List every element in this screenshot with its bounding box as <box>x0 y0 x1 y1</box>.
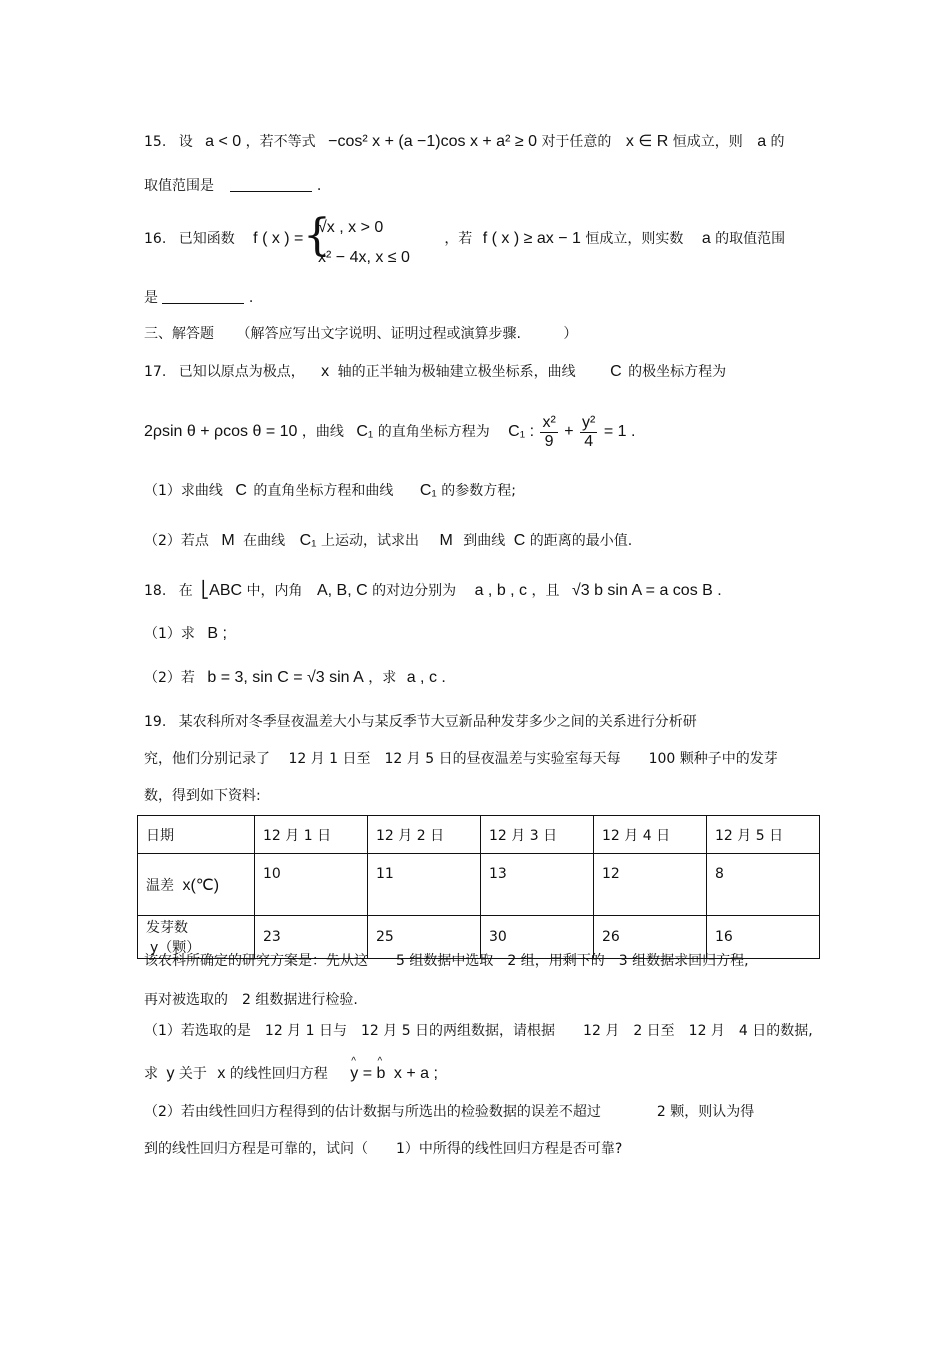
q16-inequality: f ( x ) ≥ ax − 1 <box>482 230 581 247</box>
table-cell: 8 <box>707 854 820 916</box>
table-cell: 11 <box>368 854 481 916</box>
q19-line-2: 究，他们分别记录了 12 月 1 日至 12 月 5 日的昼夜温差与实验室每天每 100 颗种子中的发芽 <box>144 751 778 767</box>
q17-fraction-x: $\frac{\text{x²}}{9}$ <box>542 413 556 450</box>
q17-number: 17. <box>144 364 167 380</box>
q17-part-2: （2）若点 M 在曲线 C₁ 上运动，试求出 M 到曲线 C 的距离的最小值. <box>144 532 633 549</box>
table-cell: 30 <box>481 916 594 959</box>
table-cell: 温差 x(℃) <box>138 854 255 916</box>
table-cell: 23 <box>255 916 368 959</box>
table-cell: 12 月 4 日 <box>594 816 707 854</box>
q15-line-1: 15. 设 a < 0 ，若不等式 −cos² x + (a −1)cos x + a² ≥ 0 对于任意的 x ∈ R 恒成立，则 a 的 <box>144 133 785 150</box>
q15-condition: a < 0 <box>205 133 242 150</box>
q19-line-4: 该农科所确定的研究方案是：先从这 5 组数据中选取 2 组，用剩下的 3 组数据求回归方程, <box>144 953 749 969</box>
q15-answer-blank[interactable] <box>230 175 312 192</box>
q18-part-1: （1）求 B ; <box>144 625 227 642</box>
q16-line-2: 是 . <box>144 287 253 308</box>
q19-b-hat: ^ b <box>377 1064 386 1084</box>
q16-answer-blank[interactable] <box>162 287 244 304</box>
q18-part-2: （2）若 b = 3, sin C = √3 sin A ，求 a , c . <box>144 669 446 686</box>
q18-line-1: 18. 在 ⎣ABC 中，内角 A, B, C 的对边分别为 a , b , c ，且 √3 b sin A = a cos B . <box>144 582 722 599</box>
table-cell: 26 <box>594 916 707 959</box>
q19-line-3: 数，得到如下资料: <box>144 788 261 804</box>
q16-number: 16. <box>144 231 167 247</box>
q15-line-2: 取值范围是 . <box>144 175 321 196</box>
table-cell: 13 <box>481 854 594 916</box>
section-3-title: 三、解答题 <box>144 326 214 342</box>
table-cell: 10 <box>255 854 368 916</box>
q19-part-1: （1）若选取的是 12 月 1 日与 12 月 5 日的两组数据，请根据 12 月 2 日至 12 月 4 日的数据, <box>144 1023 813 1039</box>
section-3-note: （解答应写出文字说明、证明过程或演算步骤. <box>236 326 521 342</box>
table-cell: 12 <box>594 854 707 916</box>
q16-case-1: √x , x > 0 <box>318 219 384 236</box>
table-cell: 12 月 1 日 <box>255 816 368 854</box>
q16-piecewise-brace: { <box>303 210 331 261</box>
q19-part-2-cont: 到的线性回归方程是可靠的，试问（ 1）中所得的线性回归方程是否可靠? <box>144 1141 623 1157</box>
q16-case-2: x² − 4x, x ≤ 0 <box>318 249 410 266</box>
table-cell: 12 月 5 日 <box>707 816 820 854</box>
table-cell: 发芽数 y（颗） <box>138 916 255 959</box>
table-cell: 25 <box>368 916 481 959</box>
q19-data-table <box>137 815 820 959</box>
q16-line-1: 16. 已知函数 f ( x ) = ，若 f ( x ) ≥ ax − 1 恒成立，则实数 a 的取值范围 <box>144 230 786 247</box>
q15-number: 15. <box>144 134 167 150</box>
q18-condition: √3 b sin A = a cos B . <box>571 582 722 599</box>
table-cell: 12 月 2 日 <box>368 816 481 854</box>
q17-line-2: 2ρsin θ + ρcos θ = 10 ，曲线 C₁ 的直角坐标方程为 C₁ : $\frac{\text{x²}}{9}$ + $\frac{\text{y²}}{4}$ = 1 . <box>144 413 636 450</box>
q19-number: 19. <box>144 714 167 730</box>
q15-inequality: −cos² x + (a −1)cos x + a² ≥ 0 <box>328 133 537 150</box>
section-3-heading: 三、解答题 （解答应写出文字说明、证明过程或演算步骤. ） <box>144 326 578 342</box>
q18-number: 18. <box>144 583 167 599</box>
q17-line-1: 17. 已知以原点为极点， x 轴的正半轴为极轴建立极坐标系，曲线 C 的极坐标方程为 <box>144 363 727 380</box>
table-cell: 日期 <box>138 816 255 854</box>
table-row <box>138 854 820 916</box>
q19-y-hat: ^ y <box>350 1064 358 1084</box>
q19-line-1: 19. 某农科所对冬季昼夜温差大小与某反季节大豆新品种发芽多少之间的关系进行分析研 <box>144 714 697 730</box>
q19-part-1-cont: 求 y 关于 x 的线性回归方程 ^ y = ^ b x + a ; <box>144 1064 438 1084</box>
table-cell: 12 月 3 日 <box>481 816 594 854</box>
table-cell: 16 <box>707 916 820 959</box>
q19-line-5: 再对被选取的 2 组数据进行检验. <box>144 992 358 1008</box>
q17-polar-equation: 2ρsin θ + ρcos θ = 10 <box>144 423 298 440</box>
q17-fraction-y: $\frac{\text{y²}}{4}$ <box>582 413 596 450</box>
table-row <box>138 816 820 854</box>
q16-function: f ( x ) = <box>253 230 304 247</box>
q19-part-2: （2）若由线性回归方程得到的估计数据与所选出的检验数据的误差不超过 2 颗，则认为得 <box>144 1104 755 1120</box>
q17-part-1: （1）求曲线 C 的直角坐标方程和曲线 C₁ 的参数方程; <box>144 482 516 499</box>
